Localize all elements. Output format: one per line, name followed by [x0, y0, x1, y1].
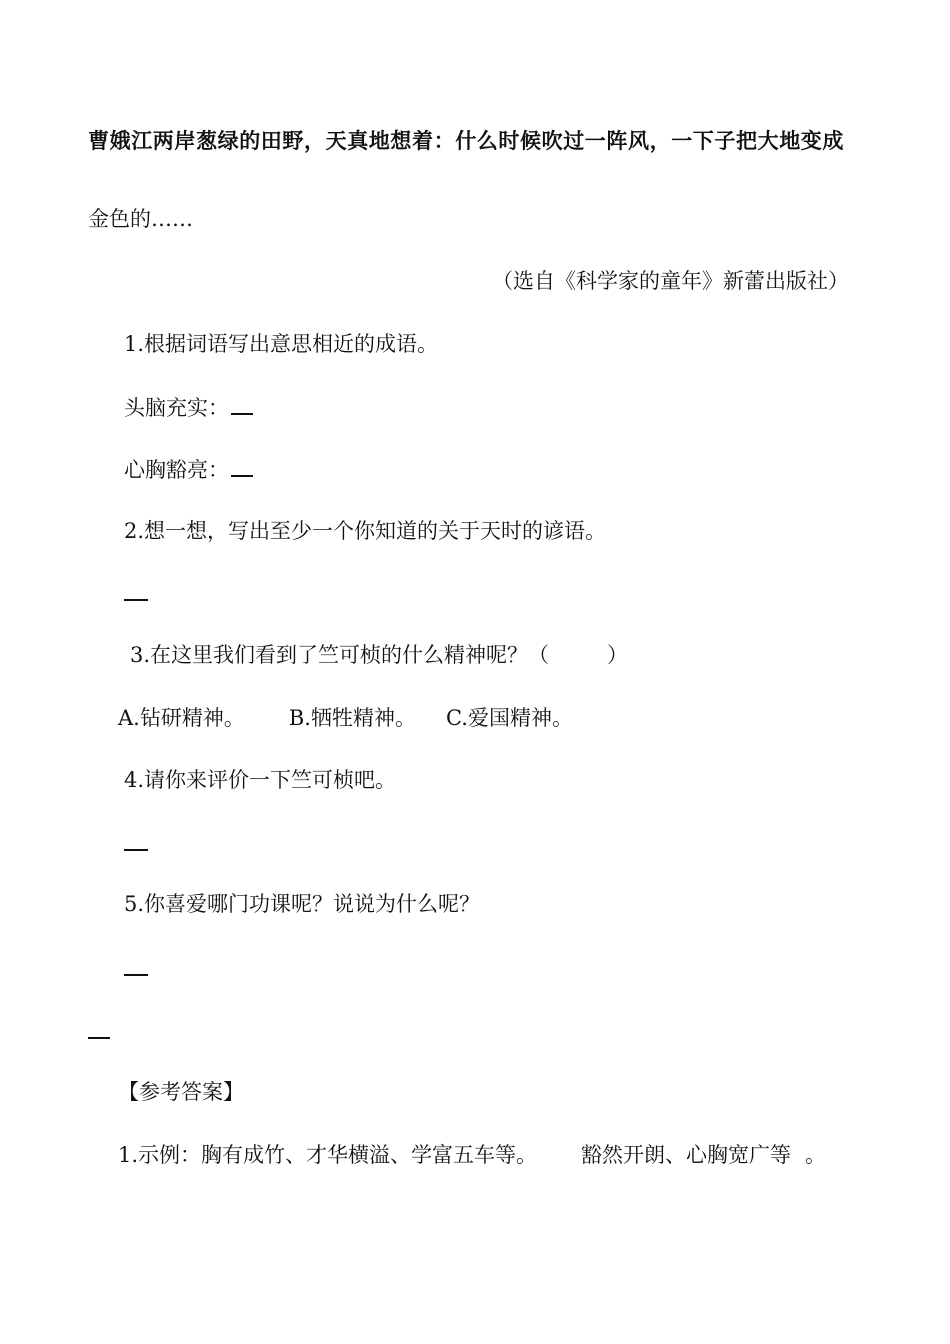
- question-1-item-2: [124, 455, 253, 484]
- answer-1: [118, 1141, 826, 1169]
- passage-line-1: 曹娥江两岸葱绿的田野，天真地想着：什么时候吹过一阵风，一下子把大地变成: [88, 128, 844, 153]
- option-b: B.牺牲精神。: [288, 706, 416, 730]
- answers-heading: 【参考答案】: [118, 1080, 244, 1104]
- question-1-prompt: 1.根据词语写出意思相近的成语。: [124, 332, 439, 356]
- question-1-item-1-label: 头脑充实：: [124, 396, 229, 420]
- question-5-prompt: 5.你喜爱哪门功课呢？说说为什么呢？: [124, 892, 481, 916]
- answer-line-q5[interactable]: [124, 974, 148, 976]
- answer-blank[interactable]: [231, 393, 253, 415]
- answer-blank[interactable]: [231, 455, 253, 477]
- answer-line-q2[interactable]: [124, 599, 148, 601]
- question-3-prompt-start: 3.在这里我们看到了竺可桢的什么精神呢？（: [130, 643, 550, 667]
- question-3-prompt-end: ）: [607, 643, 629, 667]
- option-a: A.钻研精神。: [118, 706, 245, 730]
- answer-1-part-2: 豁然开朗、心胸宽广等: [581, 1143, 792, 1167]
- question-1-item-1: [124, 393, 253, 422]
- question-4-prompt: 4.请你来评价一下竺可桢吧。: [124, 768, 397, 792]
- passage-line-2: 金色的……: [88, 207, 193, 231]
- answer-1-end: 。: [805, 1143, 827, 1167]
- option-c: C.爱国精神。: [445, 706, 573, 730]
- answer-line-q4[interactable]: [124, 849, 148, 851]
- question-2-prompt: 2.想一想，写出至少一个你知道的关于天时的谚语。: [124, 519, 607, 543]
- passage-source: （选自《科学家的童年》新蕾出版社）: [492, 269, 849, 293]
- answer-1-part-1: 1.示例：胸有成竹、才华横溢、学富五车等。: [118, 1143, 538, 1167]
- question-3-prompt: [130, 641, 628, 669]
- question-3-options: [118, 704, 573, 732]
- answer-line-extra[interactable]: [88, 1037, 110, 1039]
- question-1-item-2-label: 心胸豁亮：: [124, 458, 229, 482]
